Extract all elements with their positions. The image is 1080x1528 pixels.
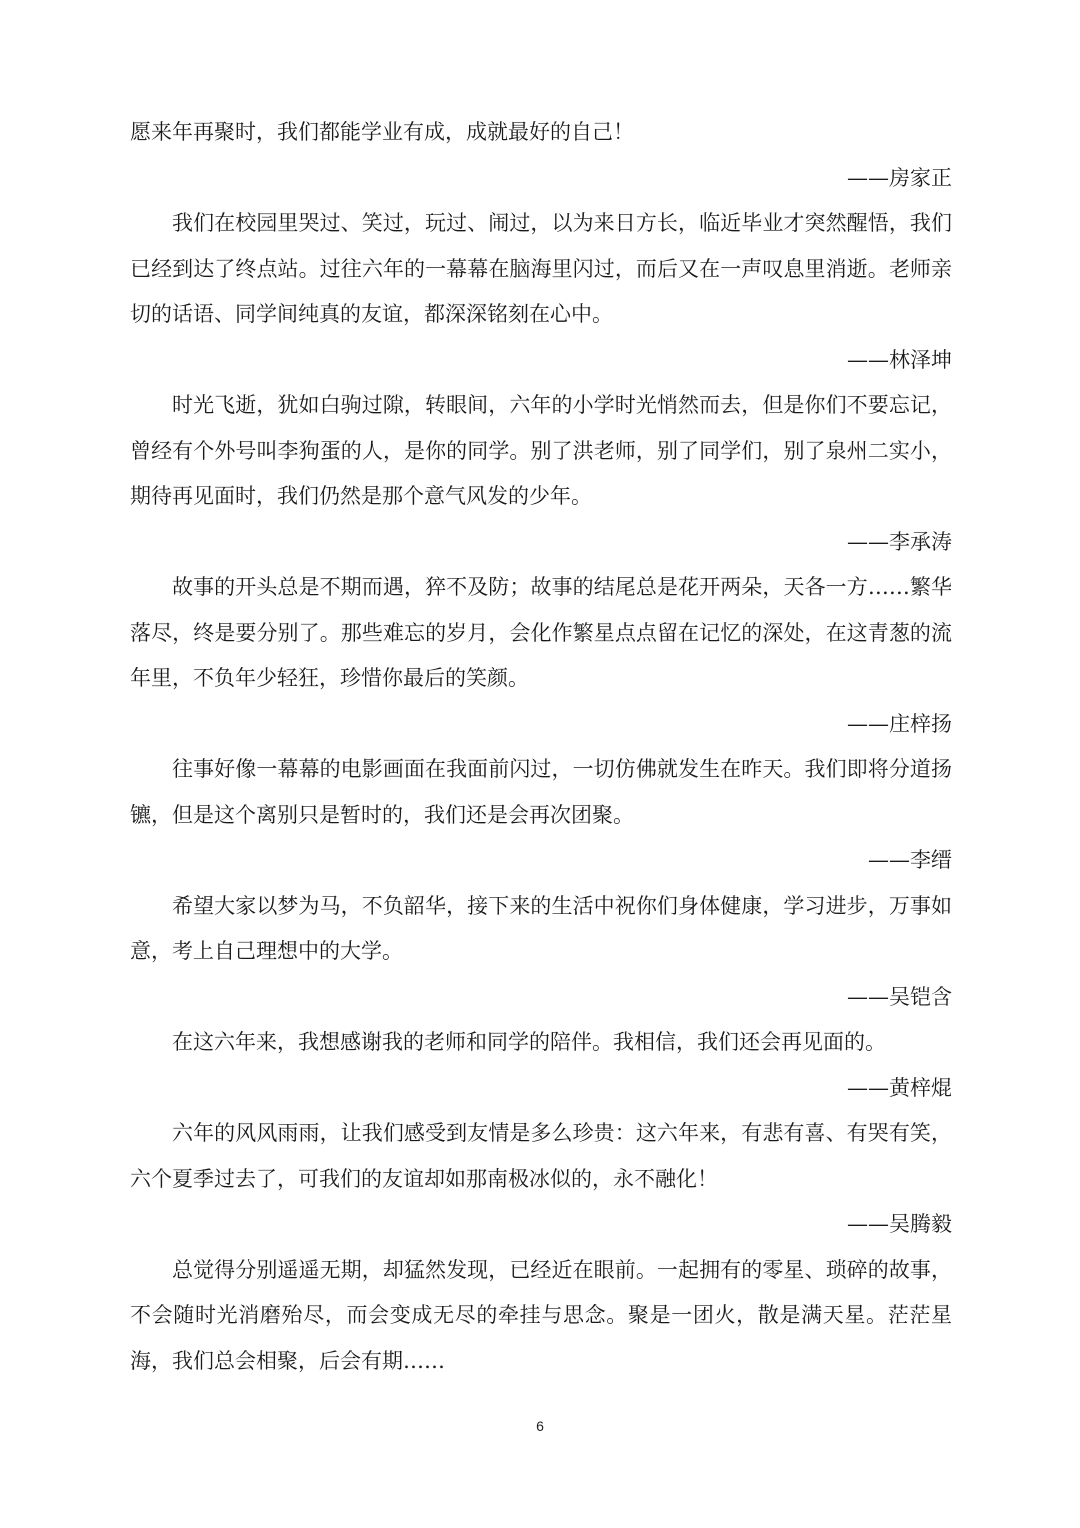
entry-8-text: 六年的风风雨雨，让我们感受到友情是多么珍贵：这六年来，有悲有喜、有哭有笑，六个夏季过去了，可我们的友谊却如那南极冰似的，永不融化！ — [130, 1121, 952, 1191]
page-content — [130, 110, 952, 1384]
entry-2-author: ——林泽坤 — [847, 347, 952, 372]
entry-1-text: 愿来年再聚时，我们都能学业有成，成就最好的自己！ — [130, 120, 634, 144]
entry-9-text: 总觉得分别遥遥无期，却猛然发现，已经近在眼前。一起拥有的零星、琐碎的故事，不会随时光消磨殆尽，而会变成无尽的牵挂与思念。聚是一团火，散是满天星。茫茫星海，我们总会相聚，后会有期…… — [130, 1257, 952, 1373]
entry-3-text: 时光飞逝，犹如白驹过隙，转眼间，六年的小学时光悄然而去，但是你们不要忘记，曾经有个外号叫李狗蛋的人，是你的同学。别了洪老师，别了同学们，别了泉州二实小，期待再见面时，我们仍然是那个意气风发的少年。 — [130, 393, 952, 508]
entry-5-text: 往事好像一幕幕的电影画面在我面前闪过，一切仿佛就发生在昨天。我们即将分道扬镳，但是这个离别只是暂时的，我们还是会再次团聚。 — [130, 757, 952, 827]
entry-8-author: ——吴腾毅 — [847, 1212, 952, 1236]
page-number: 6 — [536, 1418, 544, 1434]
entry-7-author: ——黄梓焜 — [847, 1075, 952, 1100]
entry-5-author: ——李缙 — [868, 848, 952, 872]
entry-1-author: ——房家正 — [847, 165, 952, 190]
entry-6-author: ——吴铠含 — [847, 984, 952, 1009]
entry-3-author: ——李承涛 — [847, 529, 952, 554]
entry-4-author: ——庄梓扬 — [847, 711, 952, 736]
entry-6-text: 希望大家以梦为马，不负韶华，接下来的生活中祝你们身体健康，学习进步，万事如意，考上自己理想中的大学。 — [130, 893, 952, 963]
entry-7-text: 在这六年来，我想感谢我的老师和同学的陪伴。我相信，我们还会再见面的。 — [172, 1030, 886, 1054]
entry-4-text: 故事的开头总是不期而遇，猝不及防；故事的结尾总是花开两朵，天各一方……繁华落尽，终是要分别了。那些难忘的岁月，会化作繁星点点留在记忆的深处，在这青葱的流年里，不负年少轻狂，珍惜你最后的笑颜。 — [130, 575, 952, 690]
entry-2-text: 我们在校园里哭过、笑过，玩过、闹过，以为来日方长，临近毕业才突然醒悟，我们已经到达了终点站。过往六年的一幕幕在脑海里闪过，而后又在一声叹息里消逝。老师亲切的话语、同学间纯真的友谊，都深深铭刻在心中。 — [130, 211, 952, 326]
